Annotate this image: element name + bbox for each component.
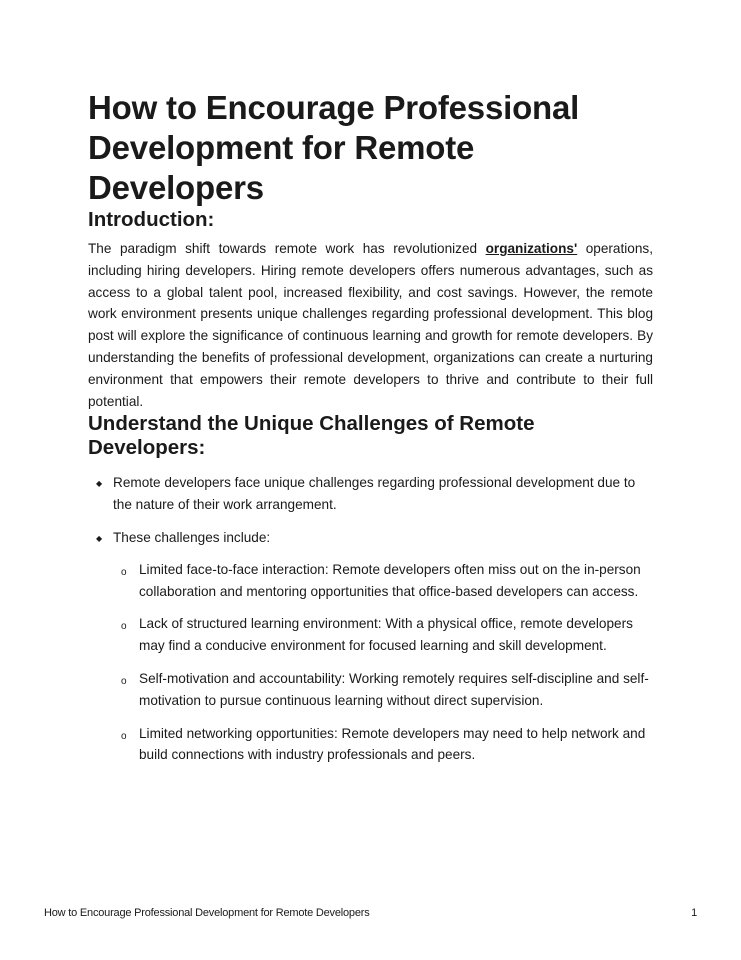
sublist-item — [113, 613, 653, 657]
list-item — [88, 527, 653, 766]
circle-bullet-icon: o — [121, 730, 127, 742]
intro-text-after-link: operations, including hiring developers. Hiring remote developers offers numerous advantages, such as access to a global talent pool, increased flexibility, and cost savings. However, the remote work environment presents unique challenges regarding professional development. This blog post will explore the significance of continuous learning and growth for remote developers. By understanding the benefits of professional development, organizations can create a nurturing environment that empowers their remote developers to thrive and contribute to their full potential. — [88, 241, 653, 409]
sublist-item-text: Limited networking opportunities: Remote developers may need to help network and build connections with industry professionals and peers. — [139, 725, 646, 763]
sublist-item — [113, 723, 653, 767]
footer-title: How to Encourage Professional Development for Remote Developers — [44, 907, 370, 919]
circle-bullet-icon: o — [121, 675, 127, 687]
diamond-bullet-icon: ◆ — [96, 479, 103, 489]
diamond-bullet-icon: ◆ — [96, 533, 103, 543]
page-number: 1 — [691, 907, 697, 919]
challenges-list — [88, 472, 653, 766]
introduction-heading: Introduction: — [88, 208, 215, 231]
intro-text-before-link: The paradigm shift towards remote work has revolutionized — [88, 241, 486, 256]
sublist-item — [113, 668, 653, 712]
circle-bullet-icon: o — [121, 621, 127, 633]
challenges-sublist — [113, 559, 653, 766]
introduction-paragraph — [88, 238, 653, 412]
challenges-heading: Understand the Unique Challenges of Remote Developers: — [88, 412, 535, 460]
page-content — [88, 88, 653, 777]
list-item-text: These challenges include: — [113, 529, 271, 545]
organizations-link[interactable]: organizations' — [485, 241, 578, 256]
sublist-item-text: Lack of structured learning environment: With a physical office, remote developers may find a conducive environment for focused learning and skill development. — [139, 616, 633, 654]
sublist-item — [113, 559, 653, 603]
sublist-item-text: Limited face-to-face interaction: Remote developers often miss out on the in-person collaboration and mentoring opportunities that office-based developers can access. — [139, 561, 641, 599]
sublist-item-text: Self-motivation and accountability: Working remotely requires self-discipline and self-motivation to pursue continuous learning without direct supervision. — [139, 670, 649, 708]
list-item-text: Remote developers face unique challenges regarding professional development due to the nature of their work arrangement. — [113, 475, 636, 513]
list-item — [88, 472, 653, 516]
circle-bullet-icon: o — [121, 566, 127, 578]
page-title: How to Encourage Professional Development for Remote Developers — [88, 89, 580, 206]
page-footer — [44, 906, 697, 920]
